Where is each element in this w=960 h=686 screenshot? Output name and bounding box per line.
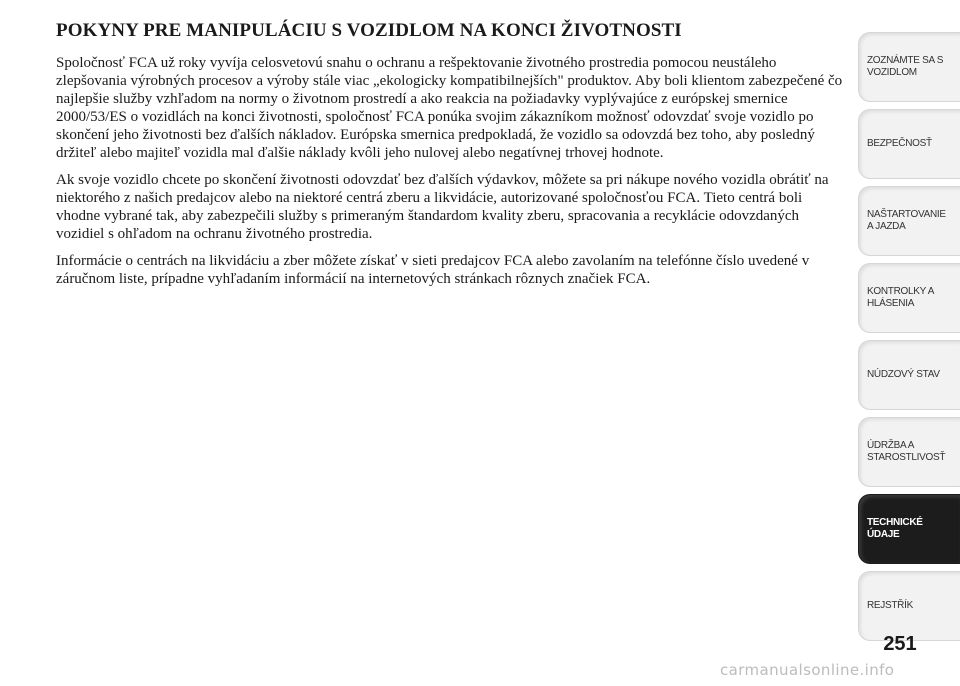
page-title: POKYNY PRE MANIPULÁCIU S VOZIDLOM NA KONCI ŽIVOTNOSTI	[56, 20, 682, 41]
tab-label: REJSTŘÍK	[867, 600, 913, 611]
paragraph-2: Ak svoje vozidlo chcete po skončení životnosti odovzdať bez ďalších výdavkov, môžete sa pri nákupe nového vozidla obrátiť na niektorého z našich predajcov alebo na niektoré centrá zberu a likvidácie, autorizované spoločnosťou FCA. Tieto centrá boli vhodne vybrané tak, aby zabezpečili služby s primeraným štandardom kvality zberu, spracovania a recyklácie odovzdaných vozidiel s ohľadom na ochranu životného prostredia.	[56, 172, 829, 242]
tab-zoznamte-sa-s-vozidlom[interactable]	[858, 32, 960, 102]
tab-label: ZOZNÁMTE SA S VOZIDLOM	[867, 55, 944, 78]
tab-nudzovy-stav[interactable]	[858, 340, 960, 410]
paragraph-3: Informácie o centrách na likvidáciu a zber môžete získať v sieti predajcov FCA alebo zavolaním na telefónne číslo uvedené v záručnom liste, prípadne vyhľadaním informácií na internetových stránkach rôznych značiek FCA.	[56, 253, 810, 287]
tab-kontrolky-a-hlasenia[interactable]	[858, 263, 960, 333]
watermark: carmanualsonline.info	[720, 661, 895, 679]
tab-nastartovanie-a-jazda[interactable]	[858, 186, 960, 256]
tab-label: ÚDRŽBA A STAROSTLIVOSŤ	[867, 440, 946, 463]
tab-label: TECHNICKÉ ÚDAJE	[867, 517, 923, 540]
tab-label: NAŠTARTOVANIE A JAZDA	[867, 209, 946, 232]
tab-label: BEZPEČNOSŤ	[867, 138, 932, 149]
section-tabs	[858, 32, 960, 648]
tab-label: KONTROLKY A HLÁSENIA	[867, 286, 935, 309]
tab-label: NÚDZOVÝ STAV	[867, 369, 940, 380]
paragraph-1: Spoločnosť FCA už roky vyvíja celosvetovú snahu o ochranu a rešpektovanie životného prostredia pomocou neustáleho zlepšovania výrobných procesov a výroby stále viac „ekologicky kompatibilnejších" produktov. Aby boli klientom zabezpečené čo najlepšie služby vzhľadom na normy o životnom prostredí a ako reakcia na požiadavky vyplývajúce z európskej smernice 2000/53/ES o vozidlách na konci životnosti, spoločnosť FCA ponúka svojim zákazníkom možnosť odovzdať svoje vozidlo po skončení jeho životnosti bez ďalších nákladov. Európska smernica predpokladá, že vozidlo sa odovzdá bez toho, aby posledný držiteľ alebo majiteľ vozidla mal ďalšie náklady kvôli jeho nulovej alebo negatívnej trhovej hodnote.	[56, 55, 843, 161]
page-number: 251	[883, 633, 917, 655]
tab-bezpecnost[interactable]	[858, 109, 960, 179]
tab-udrzba-a-starostlivost[interactable]	[858, 417, 960, 487]
document-content	[56, 18, 846, 297]
tab-rejstrik[interactable]	[858, 571, 960, 641]
tab-technicke-udaje[interactable]	[858, 494, 960, 564]
